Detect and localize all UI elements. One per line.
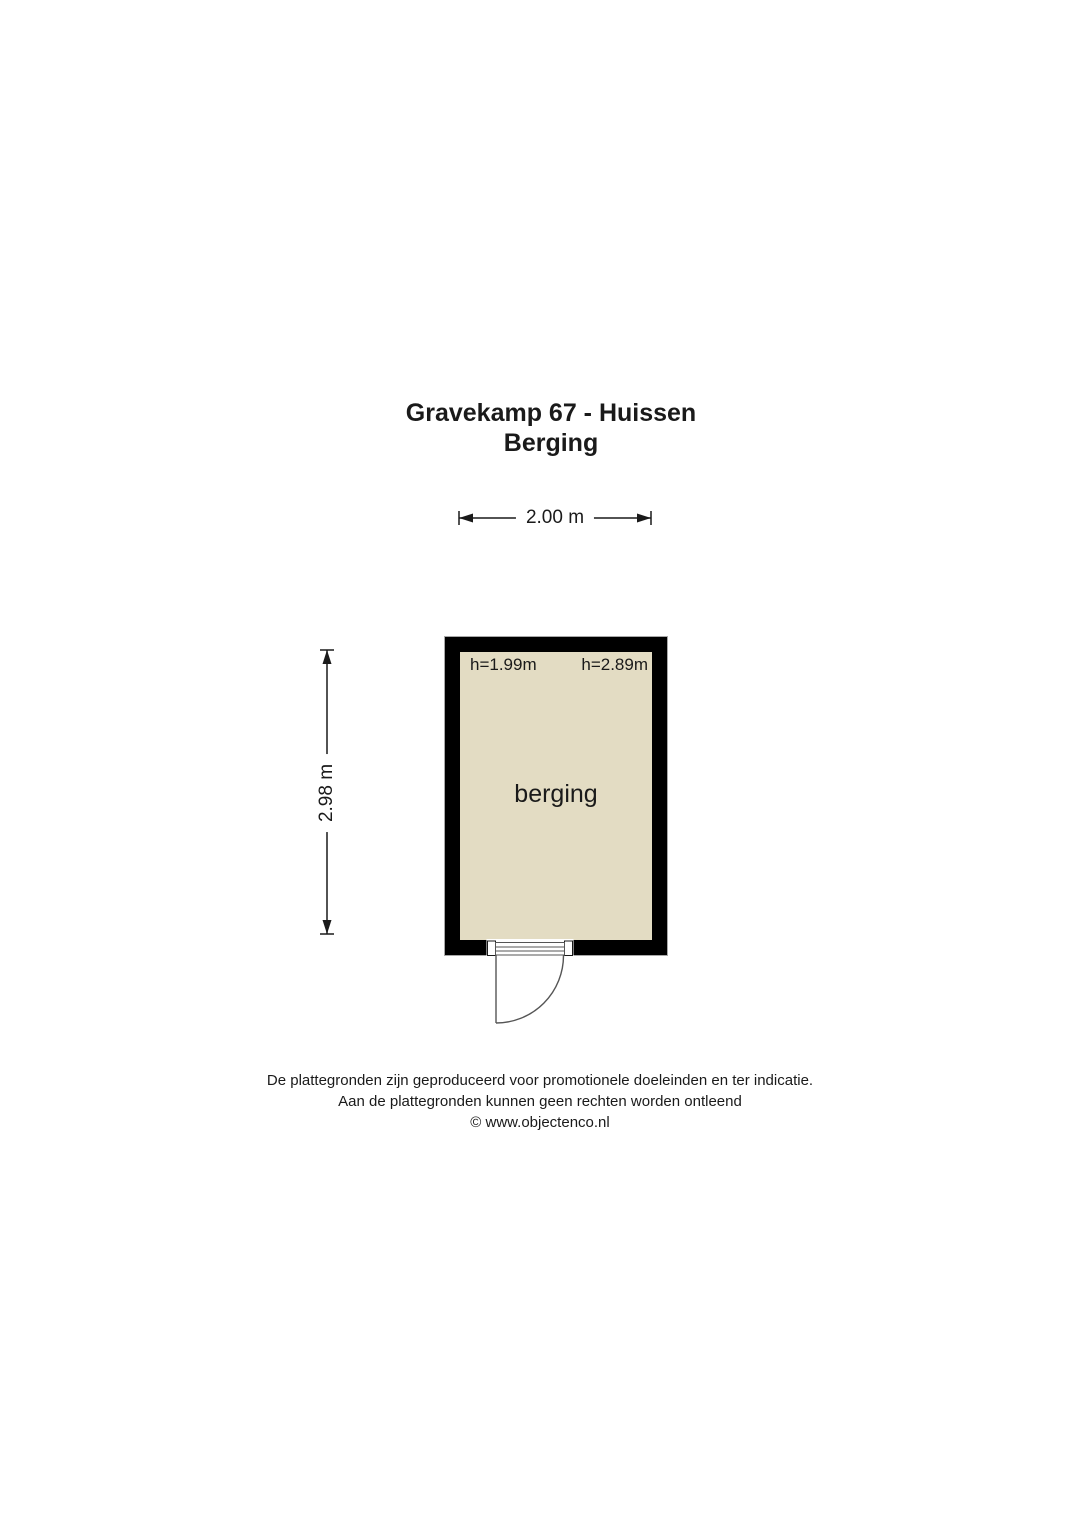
height-dimension xyxy=(314,648,340,936)
width-dimension xyxy=(458,505,652,531)
down-arrow-icon xyxy=(323,920,332,934)
door-swing-arc xyxy=(496,956,564,1024)
door-jamb-left xyxy=(488,941,496,956)
ceiling-height-right-label: h=2.89m xyxy=(581,655,648,674)
ceiling-height-left-label: h=1.99m xyxy=(470,655,537,674)
title-address: Gravekamp 67 - Huissen xyxy=(405,399,697,427)
up-arrow-icon xyxy=(323,650,332,664)
right-arrow-icon xyxy=(637,514,651,523)
width-dimension-label: 2.00 m xyxy=(516,507,594,529)
door xyxy=(440,930,680,1035)
room-name-label: berging xyxy=(514,780,598,808)
height-dimension-label: 2.98 m xyxy=(316,754,338,832)
copyright-line: © www.objectenco.nl xyxy=(470,1114,610,1131)
room-berging xyxy=(445,637,667,955)
disclaimer-line-1: De plattegronden zijn geproduceerd voor promotionele doeleinden en ter indicatie. xyxy=(266,1072,814,1089)
title-room-type: Berging xyxy=(503,429,599,457)
disclaimer-line-2: Aan de plattegronden kunnen geen rechten worden ontleend xyxy=(338,1093,742,1110)
left-arrow-icon xyxy=(459,514,473,523)
door-jamb-right xyxy=(565,941,573,956)
door-threshold xyxy=(496,943,565,956)
footer-disclaimer xyxy=(0,1070,1080,1133)
plan-title xyxy=(406,398,696,458)
